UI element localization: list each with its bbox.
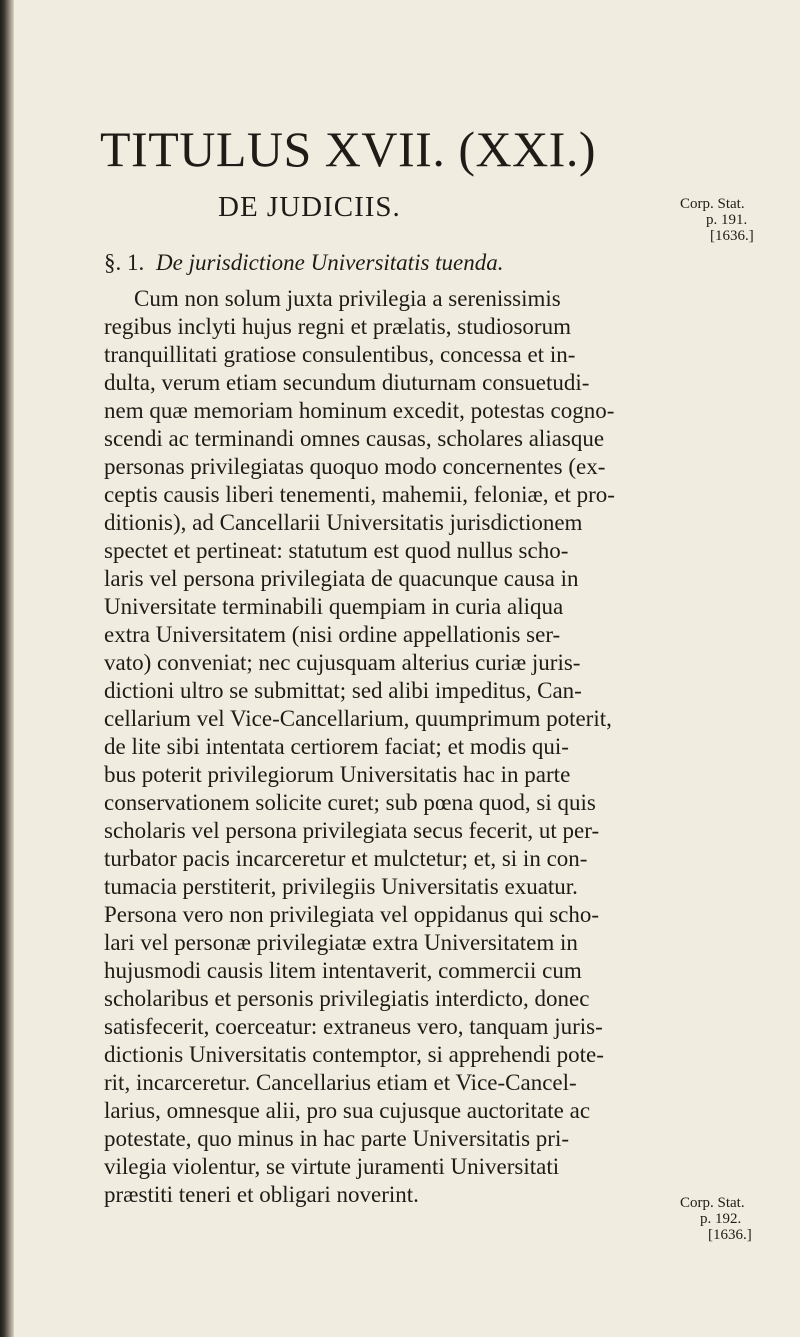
section-symbol: §. 1. [104,250,145,275]
text-line: dictionis Universitatis contemptor, si apprehendi pote- [104,1042,604,1067]
text-line: laris vel persona privilegiata de quacunque causa in [104,566,579,591]
margin-note-line: p. 191. [706,212,748,228]
text-line: tumacia perstiterit, privilegiis Universitatis exuatur. [104,874,578,899]
text-line: ditionis), ad Cancellarii Universitatis jurisdictionem [104,510,583,535]
subtitle-heading: DE JUDICIIS. [218,191,401,223]
margin-note-line: Corp. Stat. [680,196,745,212]
section-title: De jurisdictione Universitatis tuenda. [156,250,504,275]
text-line: Persona vero non privilegiata vel oppidanus qui scho- [104,902,600,927]
text-line: cellarium vel Vice-Cancellarium, quumprimum poterit, [104,706,612,731]
text-line: præstiti teneri et obligari noverint. [104,1182,419,1207]
text-line: tranquillitati gratiose consulentibus, concessa et in- [104,342,576,367]
margin-note-reference-1 [680,196,754,244]
text-line: vilegia violentur, se virtute juramenti Universitati [104,1154,560,1179]
text-line: scendi ac terminandi omnes causas, scholares aliasque [104,426,605,451]
text-line: dulta, verum etiam secundum diuturnam consuetudi- [104,370,590,395]
text-line: extra Universitatem (nisi ordine appellationis ser- [104,622,561,647]
text-line: ceptis causis liberi tenementi, mahemii, feloniæ, et pro- [104,482,615,507]
text-line: turbator pacis incarceretur et mulctetur; et, si in con- [104,846,588,871]
text-line: potestate, quo minus in hac parte Universitatis pri- [104,1126,569,1151]
text-line: hujusmodi causis litem intentaverit, commercii cum [104,958,582,983]
text-line: vato) conveniat; nec cujusquam alterius curiæ juris- [104,650,581,675]
text-line: scholaribus et personis privilegiatis interdicto, donec [104,986,590,1011]
text-line: Universitate terminabili quempiam in curia aliqua [104,594,564,619]
text-line: scholaris vel persona privilegiata secus fecerit, ut per- [104,818,600,843]
text-line: personas privilegiatas quoquo modo concernentes (ex- [104,454,606,479]
margin-note-line: [1636.] [708,1227,752,1243]
text-line: satisfecerit, coerceatur: extraneus vero, tanquam juris- [104,1014,603,1039]
text-line: Cum non solum juxta privilegia a serenissimis [134,286,561,311]
page-binding-shadow [0,0,14,1337]
text-line: dictioni ultro se submittat; sed alibi impeditus, Can- [104,678,582,703]
text-line: spectet et pertineat: statutum est quod nullus scho- [104,538,569,563]
text-line: larius, omnesque alii, pro sua cujusque auctoritate ac [104,1098,591,1123]
margin-note-line: p. 192. [700,1211,742,1227]
text-line: nem quæ memoriam hominum excedit, potestas cogno- [104,398,615,423]
title-heading: TITULUS XVII. (XXI.) [100,121,596,177]
text-line: conservationem solicite curet; sub pœna quod, si quis [104,790,596,815]
body-text [104,285,684,1209]
text-line: bus poterit privilegiorum Universitatis hac in parte [104,762,571,787]
margin-note-line: Corp. Stat. [680,1195,745,1211]
text-line: lari vel personæ privilegiatæ extra Universitatem in [104,930,578,955]
text-line: rit, incarceretur. Cancellarius etiam et Vice-Cancel- [104,1070,577,1095]
text-line: de lite sibi intentata certiorem faciat; et modis qui- [104,734,569,759]
section-heading [104,250,504,276]
margin-note-reference-2 [680,1195,752,1243]
text-line: regibus inclyti hujus regni et prælatis, studiosorum [104,314,571,339]
margin-note-line: [1636.] [710,228,754,244]
